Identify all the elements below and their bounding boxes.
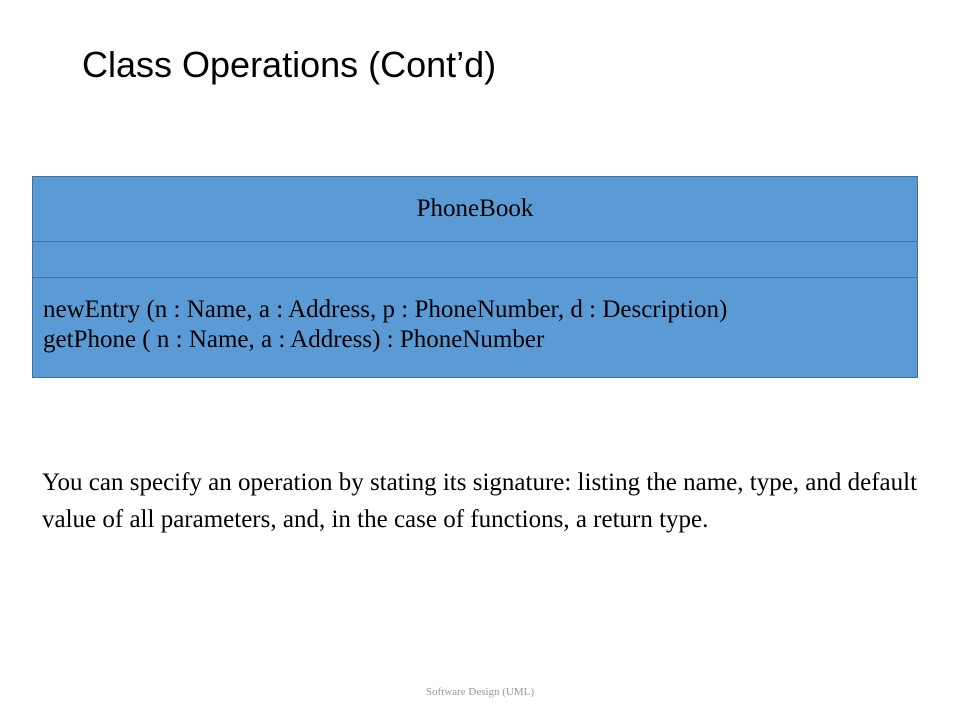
slide-footer: Software Design (UML) xyxy=(425,686,535,698)
operations-compartment xyxy=(33,278,917,377)
phonebook-class-box xyxy=(32,176,918,378)
description-paragraph: You can specify an operation by stating its signature: listing the name, type, and default value of all parameters, and, in the case of functions, a return type. xyxy=(42,469,918,533)
class-name-compartment xyxy=(33,177,917,242)
attributes-compartment xyxy=(33,242,917,278)
operation-get-phone: getPhone ( n : Name, a : Address) : PhoneNumber xyxy=(43,326,545,353)
slide-title: Class Operations (Cont’d) xyxy=(82,44,497,85)
operation-new-entry: newEntry (n : Name, a : Address, p : PhoneNumber, d : Description) xyxy=(43,296,728,323)
class-name: PhoneBook xyxy=(416,195,534,222)
